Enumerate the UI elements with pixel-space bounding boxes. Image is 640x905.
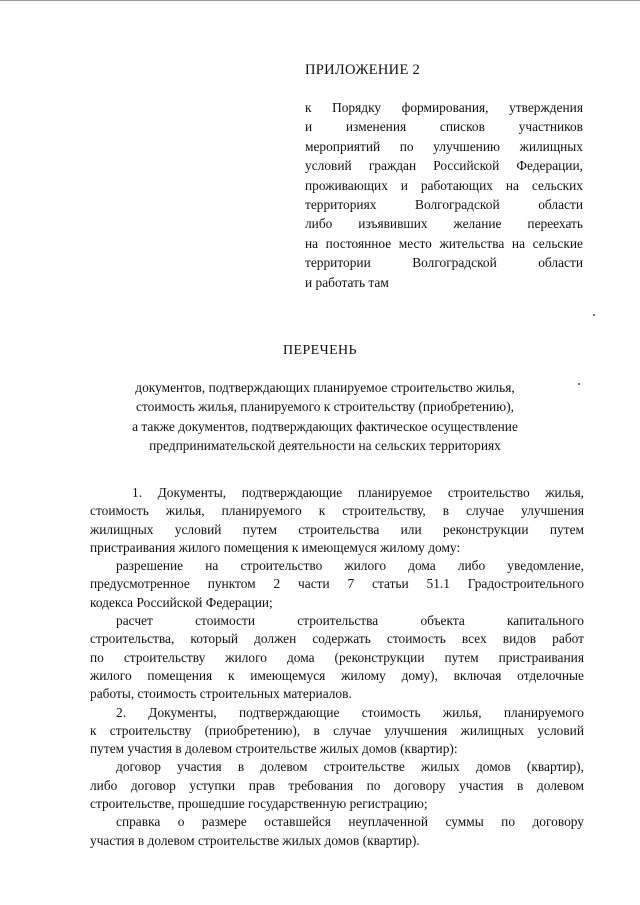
body-line: строительстве, прошедшие государственную регистрацию; xyxy=(90,796,428,812)
body-line: к строительству (приобретению), в случае улучшения жилищных условий xyxy=(90,722,584,738)
scan-speck xyxy=(578,383,580,385)
body-line: разрешение на строительство жилого дома либо уведомление, xyxy=(116,558,584,574)
list-subtitle xyxy=(90,378,560,456)
body-line: 2. Документы, подтверждающие стоимость жилья, планируемого xyxy=(116,704,584,720)
appendix-reference-line: и работать там xyxy=(305,274,389,290)
document-body xyxy=(90,484,584,850)
body-line: жилищных условий путем строительства или реконструкции путем xyxy=(90,521,584,537)
body-line: пристраивания жилого помещения к имеющемуся жилому дому: xyxy=(90,539,461,555)
appendix-reference-line: территории Волгоградской области xyxy=(305,255,583,271)
appendix-reference-line: условий граждан Российской Федерации, xyxy=(305,158,583,174)
scan-edge-line xyxy=(0,0,640,1)
appendix-reference-line: проживающих и работающих на сельских xyxy=(305,177,583,193)
appendix-reference-line: территориях Волгоградской области xyxy=(305,197,583,213)
appendix-reference xyxy=(305,98,583,292)
body-line: участия в долевом строительстве жилых домов (квартир). xyxy=(90,832,420,848)
body-line: договор участия в долевом строительстве жилых домов (квартир), xyxy=(116,759,584,775)
subtitle-line: стоимость жилья, планируемого к строительству (приобретению), xyxy=(136,399,514,415)
body-line: справка о размере оставшейся неуплаченной суммы по договору xyxy=(116,814,584,830)
appendix-title: ПРИЛОЖЕНИЕ 2 xyxy=(305,62,421,78)
appendix-reference-line: и изменения списков участников xyxy=(305,119,583,135)
subtitle-line: а также документов, подтверждающих фактическое осуществление xyxy=(132,418,518,434)
body-line: расчет стоимости строительства объекта капитального xyxy=(116,613,584,629)
appendix-reference-line: мероприятий по улучшению жилищных xyxy=(305,138,583,154)
body-line: предусмотренное пунктом 2 части 7 статьи 51.1 Градостроительного xyxy=(90,576,584,592)
list-title: ПЕРЕЧЕНЬ xyxy=(283,343,357,358)
body-line: 1. Документы, подтверждающие планируемое строительство жилья, xyxy=(132,485,584,500)
appendix-reference-line: к Порядку формирования, утверждения xyxy=(305,100,583,115)
body-line: кодекса Российской Федерации; xyxy=(90,594,273,610)
body-line: строительства, который должен содержать стоимость всех видов работ xyxy=(90,631,584,647)
body-line: стоимость жилья, планируемого к строительству, в случае улучшения xyxy=(90,503,584,519)
subtitle-line: предпринимательской деятельности на сельских территориях xyxy=(149,438,501,454)
subtitle-line: документов, подтверждающих планируемое строительство жилья, xyxy=(135,380,515,395)
body-line: работы, стоимость строительных материалов. xyxy=(90,686,352,702)
body-line: по строительству жилого дома (реконструкции путем пристраивания xyxy=(90,649,584,665)
appendix-reference-line: либо изъявивших желание переехать xyxy=(305,216,583,232)
appendix-reference-line: на постоянное место жительства на сельские xyxy=(305,235,583,251)
body-line: жилого помещения к имеющемуся жилому дому), включая отделочные xyxy=(90,667,584,683)
body-line: либо договор уступки прав требования по договору участия в долевом xyxy=(90,777,584,793)
body-line: путем участия в долевом строительстве жилых домов (квартир): xyxy=(90,741,458,757)
scan-speck xyxy=(593,314,595,316)
